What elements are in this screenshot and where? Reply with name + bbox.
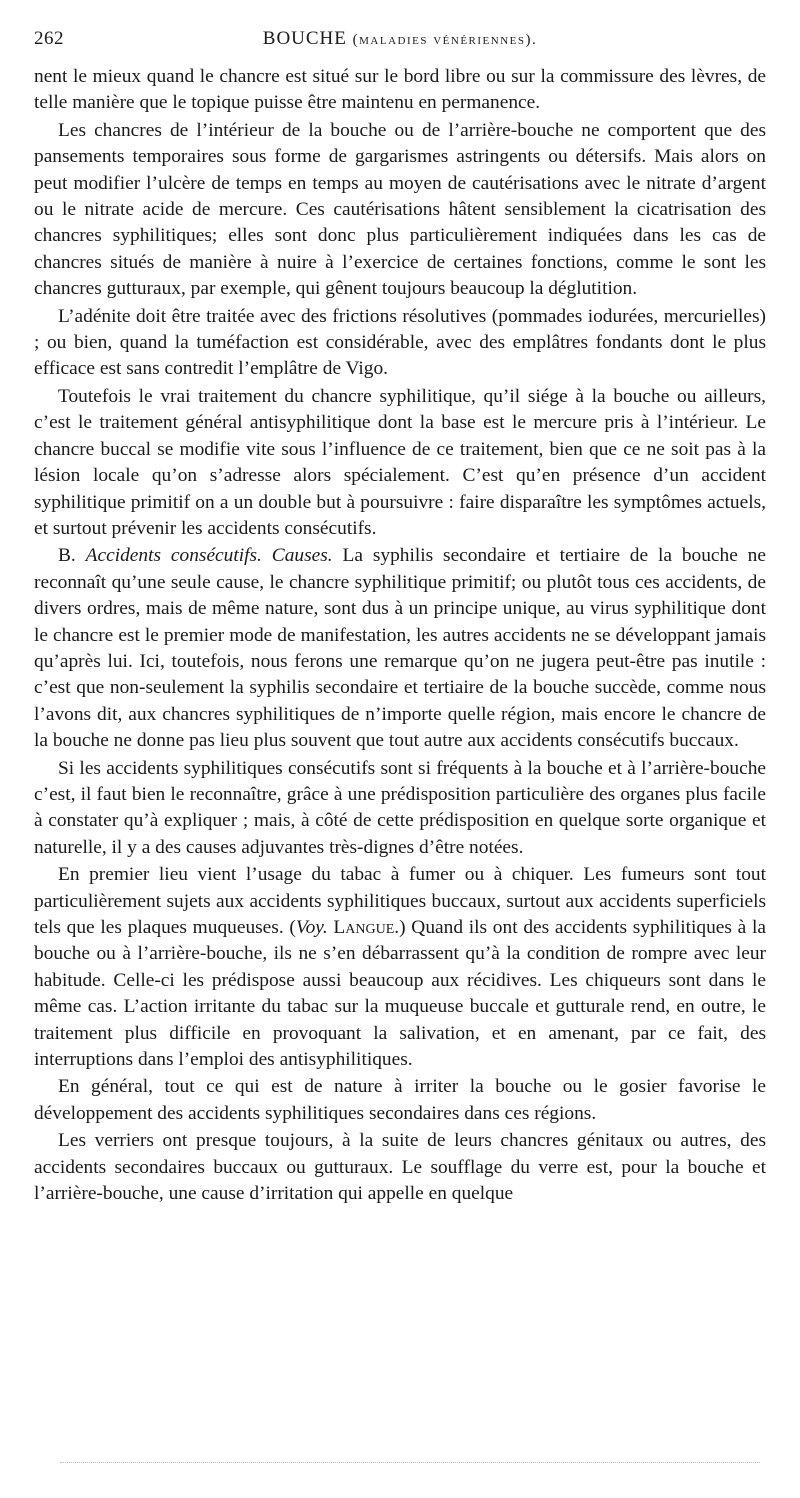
section-text: La syphilis secondaire et tertiaire de la bouche ne reconnaît qu’une seule cause, le chancre syphilitique primitif; ou plutôt tous ces accidents, de divers ordres, mais de même nature, sont dus à un principe unique, au virus syphilitique dont le chancre est le premier mode de manifestation, les autres accidents ne se développant jamais qu’après lui. Ici, toutefois, nous ferons une remarque qu’on ne jugera peut-être pas inutile : c’est que non-seulement la syphilis secondaire et tertiaire de la bouche succède, comme nous l’avons dit, aux chancres syphilitiques de n’importe quelle région, mais encore le chancre de la bouche ne donne pas lieu plus souvent que tout autre aux accidents consécutifs buccaux. bbox=[34, 545, 766, 752]
paragraph-section-b bbox=[34, 543, 766, 754]
running-header bbox=[34, 28, 766, 56]
paragraph-tabac bbox=[34, 862, 766, 1073]
see-reference: Voy. bbox=[295, 917, 328, 938]
body-text bbox=[34, 64, 766, 1207]
running-title bbox=[34, 28, 766, 50]
paragraph: En général, tout ce qui est de nature à irriter la bouche ou le gosier favorise le développement des accidents syphilitiques secondaires dans ces régions. bbox=[34, 1076, 766, 1124]
paragraph: L’adénite doit être traitée avec des frictions résolutives (pommades iodurées, mercurielles) ; ou bien, quand la tuméfaction est considérable, avec des emplâtres fondants dont le plus efficace est sans contredit l’emplâtre de Vigo. bbox=[34, 305, 766, 380]
paragraph: Toutefois le vrai traitement du chancre syphilitique, qu’il siége à la bouche ou ailleurs, c’est le traitement général antisyphilitique dont la base est le mercure pris à l’intérieur. Le chancre buccal se modifie vite sous l’influence de ce traitement, bien que ce ne soit pas à la lésion locale qu’on s’adresse alors spécialement. C’est qu’en présence d’un accident syphilitique primitif on a un double but à poursuivre : faire disparaître les symptômes actuels, et surtout prévenir les accidents consécutifs. bbox=[34, 385, 766, 539]
text-run: .) Quand ils ont des accidents syphilitiques à la bouche ou à l’arrière-bouche, ils ne s’en débarrassent qu’à la condition de rompre avec leur habitude. Celle-ci les prédispose aussi beaucoup aux récidives. Les chiqueurs sont dans le même cas. L’action irritante du tabac sur la muqueuse buccale et gutturale rend, en outre, le traitement plus difficile en provoquant la salivation, et en amenant, par ce fait, des interruptions dans l’emploi des antisyphilitiques. bbox=[34, 917, 766, 1071]
paragraph: Si les accidents syphilitiques consécutifs sont si fréquents à la bouche et à l’arrière-bouche c’est, il faut bien le reconnaître, grâce à une prédisposition particulière des organes plus facile à constater qu’à expliquer ; mais, à côté de cette prédisposition en quelque sorte organique et naturelle, il y a des causes adjuvantes très-dignes d’être notées. bbox=[34, 757, 766, 858]
running-title-main: BOUCHE bbox=[262, 28, 347, 49]
bottom-bleed-line bbox=[60, 1462, 760, 1463]
paragraph: Les verriers ont presque toujours, à la suite de leurs chancres génitaux ou autres, des accidents secondaires buccaux ou gutturaux. Le soufflage du verre est, pour la bouche et l’arrière-bouche, une cause d’irritation qui appelle en quelque bbox=[34, 1130, 766, 1205]
paragraph: nent le mieux quand le chancre est situé sur le bord libre ou sur la commissure des lèvres, de telle manière que le topique puisse être maintenu en permanence. bbox=[34, 66, 766, 114]
text-run: En premier lieu vient l’usage du tabac à fumer ou à chiquer. Les fumeurs sont tout particulièrement sujets aux accidents syphilitiques buccaux, surtout aux accidents superficiels tels que les plaques muqueuses. ( bbox=[34, 864, 766, 938]
running-title-sub: (maladies vénériennes). bbox=[352, 32, 538, 48]
paragraph: Les chancres de l’intérieur de la bouche ou de l’arrière-bouche ne comportent que des pansements temporaires sous forme de gargarismes astringents ou détersifs. Mais alors on peut modifier l’ulcère de temps en temps au moyen de cautérisations avec le nitrate d’argent ou le nitrate acide de mercure. Ces cautérisations hâtent sensiblement la cicatrisation des chancres syphilitiques; elles sont donc plus particulièrement indiquées dans les cas de chancres situés de manière à nuire à l’exercice de certaines fonctions, comme le sont les chancres gutturaux, par exemple, qui gênent toujours beaucoup la déglutition. bbox=[34, 119, 766, 300]
cross-reference-langue: Langue bbox=[333, 917, 395, 938]
section-letter: B. bbox=[58, 545, 76, 567]
page-number: 262 bbox=[34, 28, 64, 49]
section-heading: Accidents consécutifs. Causes. bbox=[85, 545, 333, 567]
